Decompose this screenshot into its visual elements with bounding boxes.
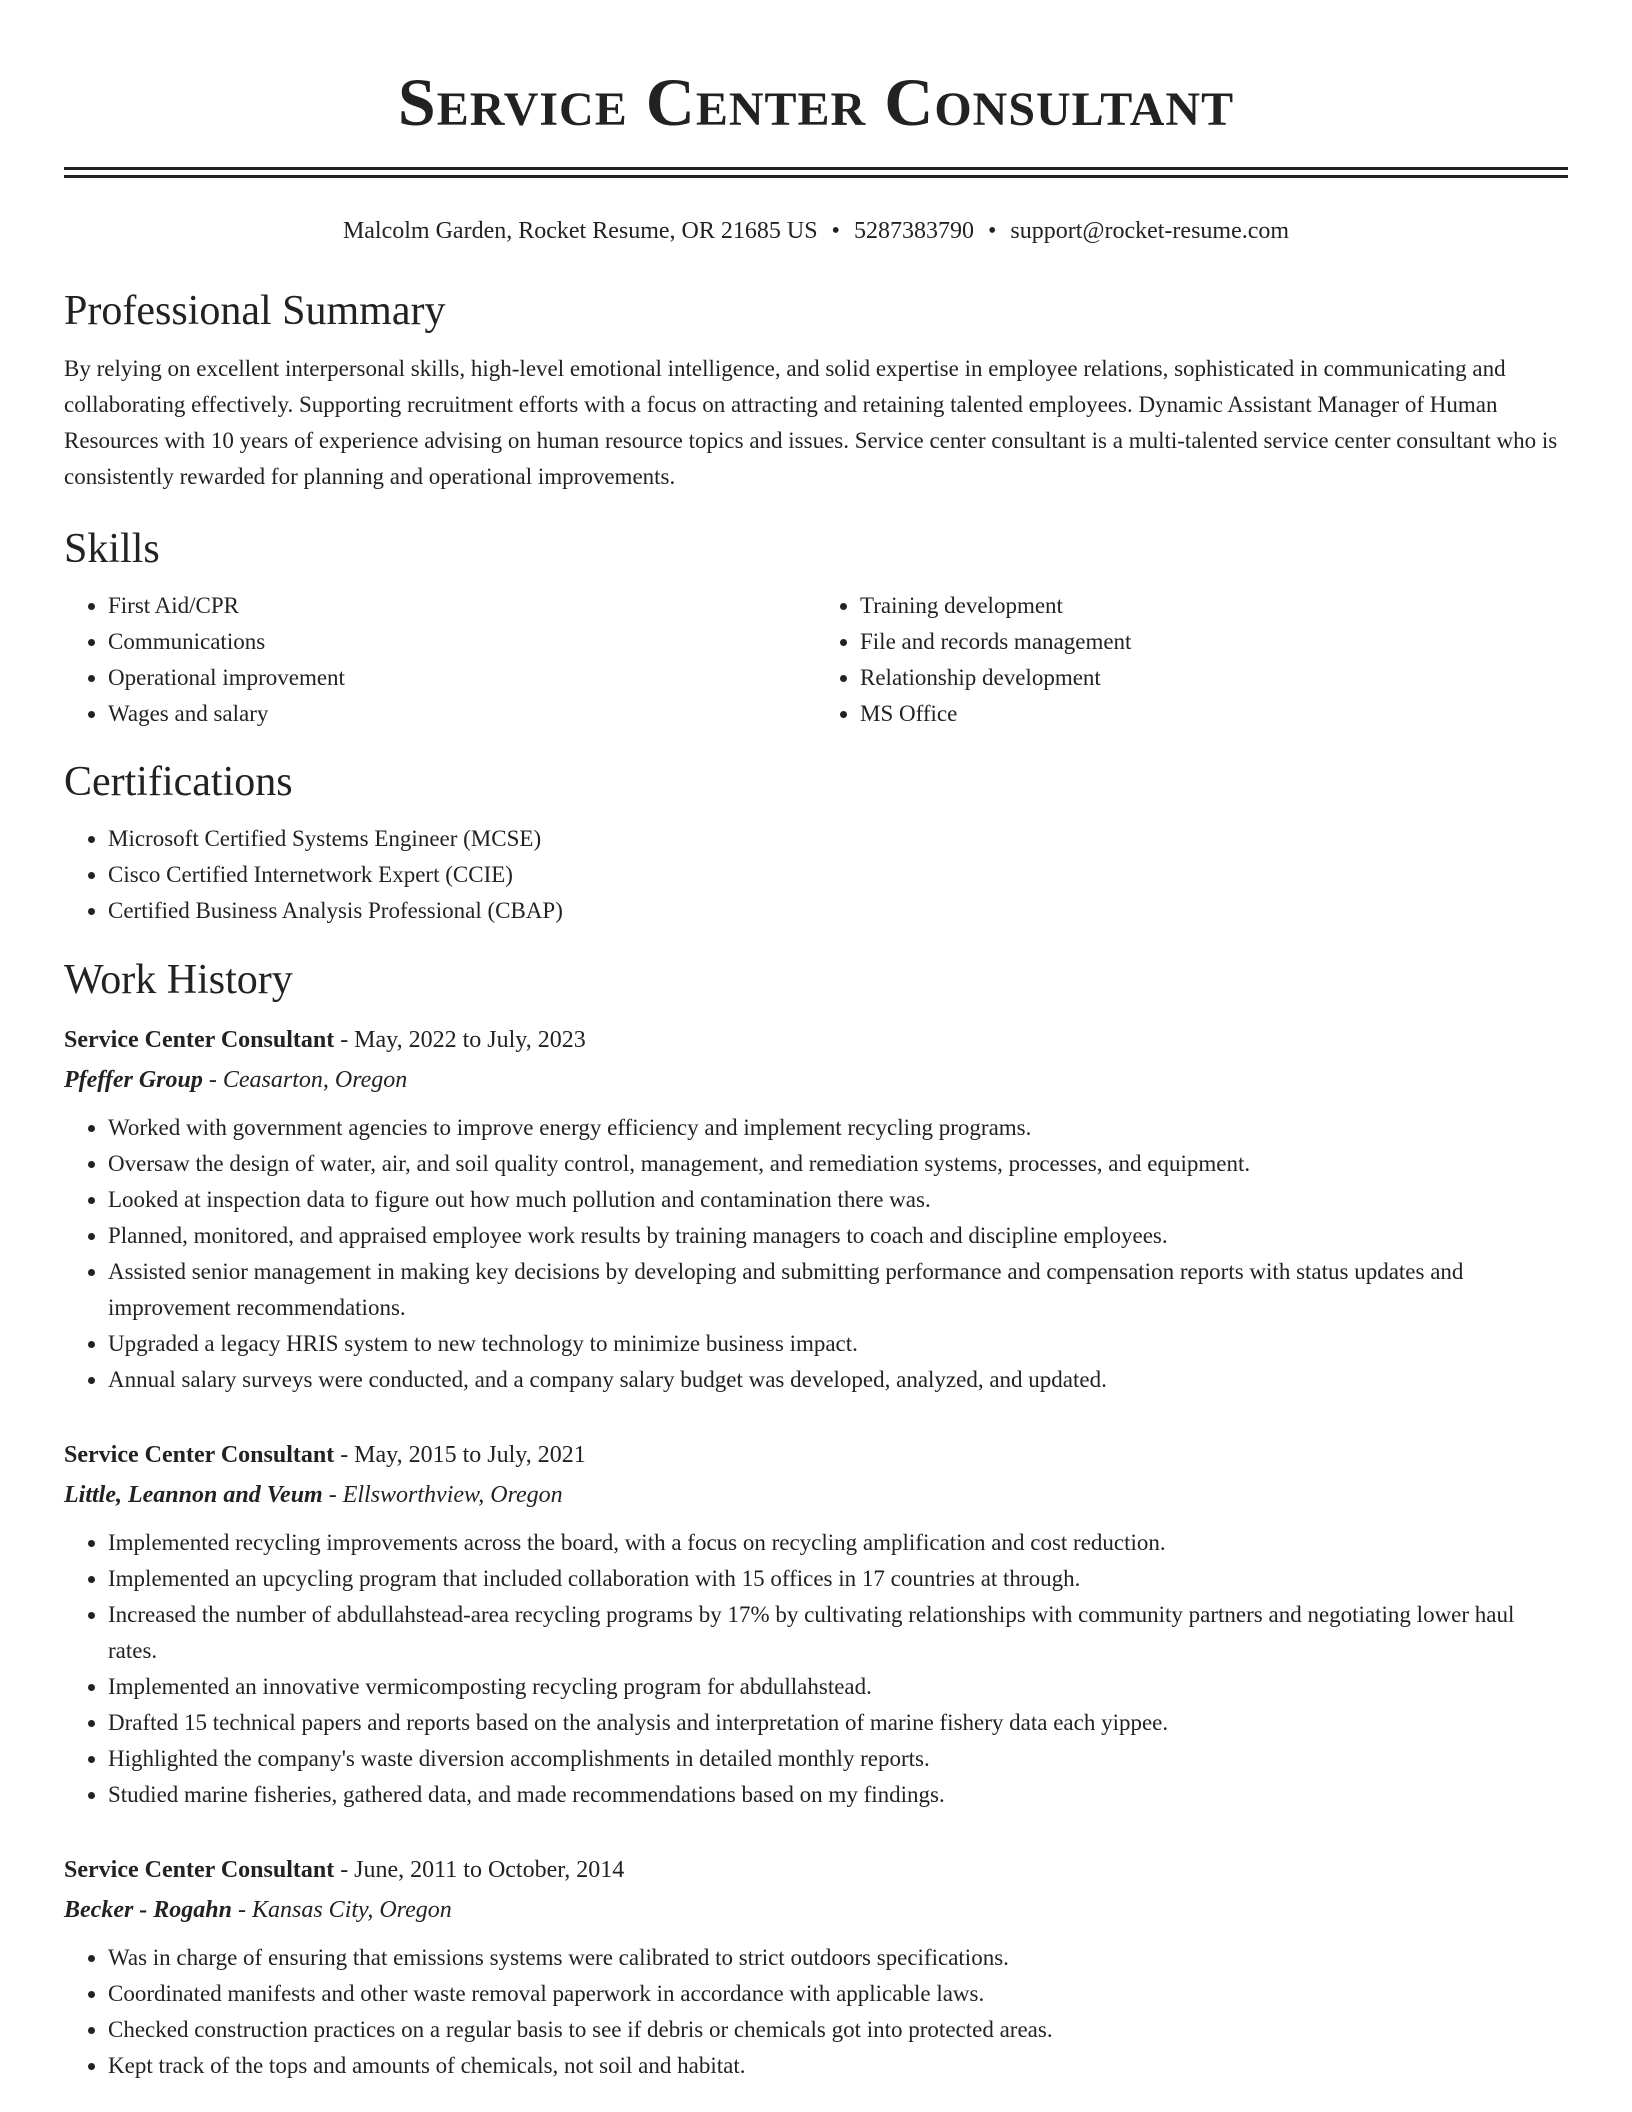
skill-item: • Wages and salary: [108, 696, 816, 732]
skills-list-right: [816, 588, 1568, 732]
job-company-line: [64, 1890, 1568, 1930]
skill-item: • Relationship development: [860, 660, 1568, 696]
skill-item: • Training development: [860, 588, 1568, 624]
resume-page: [64, 0, 1568, 2084]
job-company: Pfeffer Group: [64, 1067, 203, 1093]
job-title: Service Center Consultant: [64, 1442, 335, 1468]
job-bullet: • Checked construction practices on a regular basis to see if debris or chemicals got into protected areas.: [108, 2012, 1568, 2048]
skills-heading: Skills: [64, 526, 160, 572]
contact-phone: 5287383790: [853, 218, 974, 244]
certifications-section: [64, 757, 1568, 929]
job-title-line: [64, 1020, 1568, 1060]
certifications-heading: Certifications: [64, 759, 293, 805]
job-bullet: • Increased the number of abdullahstead-area recycling programs by 17% by cultivating relationships with community partners and negotiating lower haul rates.: [108, 1597, 1568, 1669]
job-bullet: • Planned, monitored, and appraised employee work results by training managers to coach and discipline employees.: [108, 1218, 1568, 1254]
job-dates: - May, 2015 to July, 2021: [334, 1442, 586, 1468]
job-bullets: [64, 1525, 1568, 1813]
skill-item: • Communications: [108, 624, 816, 660]
job-location: - Kansas City, Oregon: [232, 1897, 452, 1923]
work-history-heading: Work History: [64, 957, 293, 1003]
certification-item: • Certified Business Analysis Professional (CBAP): [108, 893, 1568, 929]
job-entry: [64, 1435, 1568, 1813]
job-location: - Ellsworthview, Oregon: [322, 1482, 563, 1508]
job-bullet: • Implemented an upcycling program that included collaboration with 15 offices in 17 countries at through.: [108, 1561, 1568, 1597]
job-bullet: • Upgraded a legacy HRIS system to new technology to minimize business impact.: [108, 1326, 1568, 1362]
job-location: - Ceasarton, Oregon: [202, 1067, 408, 1093]
header-divider-bottom: [64, 175, 1568, 178]
job-entry: [64, 1850, 1568, 2084]
summary-section: [64, 286, 1568, 495]
resume-name-heading: Service Center Consultant: [397, 64, 1235, 140]
job-title: Service Center Consultant: [64, 1857, 335, 1883]
job-bullet: • Implemented recycling improvements across the board, with a focus on recycling amplification and cost reduction.: [108, 1525, 1568, 1561]
certifications-list: [64, 821, 1568, 929]
skills-list-left: [64, 588, 816, 732]
work-history-section: [64, 955, 1568, 2084]
contact-email: support@rocket-resume.com: [1010, 218, 1290, 244]
skill-item: • MS Office: [860, 696, 1568, 732]
job-bullet: • Coordinated manifests and other waste removal paperwork in accordance with applicable laws.: [108, 1976, 1568, 2012]
skill-item: • File and records management: [860, 624, 1568, 660]
contact-address: Malcolm Garden, Rocket Resume, OR 21685 US: [342, 218, 818, 244]
summary-text: By relying on excellent interpersonal skills, high-level emotional intelligence, and solid expertise in employee relations, sophisticated in communicating and collaborating effectively. Supporting recruitment efforts with a focus on attracting and retaining talented employees. Dynamic Assistant Manager of Human Resources with 10 years of experience advising on human resource topics and issues. Service center consultant is a multi-talented service center consultant who is consistently rewarded for planning and operational improvements.: [64, 356, 1558, 489]
job-title-line: [64, 1435, 1568, 1475]
certification-item: • Cisco Certified Internetwork Expert (CCIE): [108, 857, 1568, 893]
job-company-line: [64, 1060, 1568, 1100]
job-bullet: • Drafted 15 technical papers and reports based on the analysis and interpretation of marine fishery data each yippee.: [108, 1705, 1568, 1741]
skill-item: • First Aid/CPR: [108, 588, 816, 624]
job-company: Little, Leannon and Veum: [64, 1482, 323, 1508]
job-bullet: • Was in charge of ensuring that emissions systems were calibrated to strict outdoors specifications.: [108, 1940, 1568, 1976]
skills-section: [64, 524, 1568, 732]
job-bullets: [64, 1940, 1568, 2084]
job-bullet: • Worked with government agencies to improve energy efficiency and implement recycling programs.: [108, 1110, 1568, 1146]
job-bullet: • Looked at inspection data to figure out how much pollution and contamination there was.: [108, 1182, 1568, 1218]
header-divider-top: [64, 167, 1568, 170]
job-bullet: • Implemented an innovative vermicomposting recycling program for abdullahstead.: [108, 1669, 1568, 1705]
skill-item: • Operational improvement: [108, 660, 816, 696]
job-bullet: • Kept track of the tops and amounts of chemicals, not soil and habitat.: [108, 2048, 1568, 2084]
job-bullet: • Highlighted the company's waste diversion accomplishments in detailed monthly reports.: [108, 1741, 1568, 1777]
job-bullet: • Oversaw the design of water, air, and soil quality control, management, and remediation systems, processes, and equipment.: [108, 1146, 1568, 1182]
job-dates: - May, 2022 to July, 2023: [334, 1027, 586, 1053]
contact-line: [64, 216, 1568, 246]
contact-separator: •: [831, 218, 840, 244]
contact-separator: •: [987, 218, 997, 244]
job-company-line: [64, 1475, 1568, 1515]
job-bullet: • Studied marine fisheries, gathered data, and made recommendations based on my findings.: [108, 1777, 1568, 1813]
job-bullet: • Annual salary surveys were conducted, and a company salary budget was developed, analyzed, and updated.: [108, 1362, 1568, 1398]
job-title: Service Center Consultant: [64, 1027, 335, 1053]
summary-heading: Professional Summary: [64, 288, 446, 334]
job-dates: - June, 2011 to October, 2014: [334, 1857, 625, 1883]
job-title-line: [64, 1850, 1568, 1890]
job-entry: [64, 1020, 1568, 1398]
job-bullets: [64, 1110, 1568, 1398]
job-company: Becker - Rogahn: [64, 1897, 232, 1923]
certification-item: • Microsoft Certified Systems Engineer (MCSE): [108, 821, 1568, 857]
skills-grid: [64, 588, 1568, 732]
job-bullet: • Assisted senior management in making key decisions by developing and submitting performance and compensation reports with status updates and improvement recommendations.: [108, 1254, 1568, 1326]
